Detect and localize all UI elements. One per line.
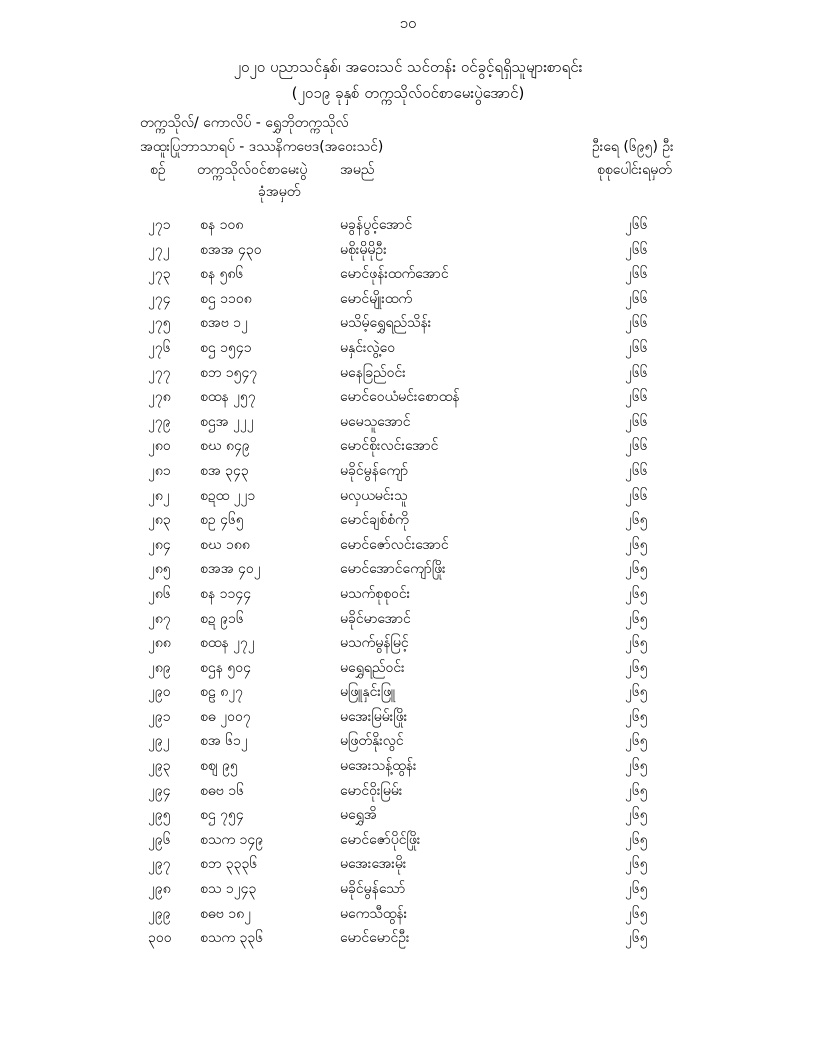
serial-cell: ၂၉၃ [148, 758, 171, 775]
name-cell: မသက်မွန်မြင့် [340, 635, 409, 652]
roll-cell: စဌ ၇၅၄ [200, 807, 244, 824]
table-row [0, 830, 816, 855]
serial-cell: ၃၀၀ [148, 930, 172, 947]
name-cell: မနှင်းလွဲ့ဝေ [340, 339, 396, 356]
table-row [0, 584, 816, 609]
name-cell: မသိမ့်ရွှေရည်သိန်း [340, 315, 432, 332]
roll-cell: စန ၁၁၄၄ [200, 585, 252, 602]
serial-cell: ၂၇၂ [148, 241, 170, 258]
marks-cell: ၂၆၅ [625, 561, 648, 578]
specialization-line: အထူးပြုဘာသာရပ် - ဒဿနိကဗေဒ(အဝေးသင်) [140, 139, 384, 155]
table-row [0, 363, 816, 388]
serial-cell: ၂၇၉ [148, 413, 171, 430]
name-cell: မောင်ချစ်စံကို [340, 512, 409, 529]
serial-cell: ၂၇၆ [148, 339, 171, 356]
marks-cell: ၂၆၆ [625, 266, 648, 283]
serial-cell: ၂၈၁ [148, 462, 171, 479]
roll-cell: စဘ ၁၅၄၇ [200, 364, 258, 381]
name-cell: မရွှေရည်ဝင်း [340, 659, 405, 676]
marks-cell: ၂၆၆ [625, 339, 648, 356]
roll-cell: စအဗ ၁၂ [200, 315, 248, 332]
marks-cell: ၂၆၅ [625, 905, 648, 922]
name-cell: မခိုင်မွန်ကျော် [340, 462, 409, 479]
marks-cell: ၂၆၅ [625, 881, 648, 898]
roll-cell: စဓ ၂၀၀၇ [200, 708, 251, 725]
header-roll-number: တက္ကသိုလ်ဝင်စာမေးပွဲ [197, 162, 308, 178]
roll-cell: စန ၅၈၆ [200, 266, 244, 283]
serial-cell: ၂၈၃ [148, 512, 171, 529]
serial-cell: ၂၉၁ [148, 708, 171, 725]
roll-cell: စဓဗ ၁၆ [200, 782, 244, 799]
total-count: ဦးရေ (၆၉၅) ဦး [592, 139, 674, 155]
name-cell: မောင်ဝေယံမင်းစောထန် [340, 389, 460, 406]
roll-cell: စဌအ ၂၂၂ [200, 413, 254, 430]
marks-cell: ၂၆၅ [625, 684, 648, 701]
marks-cell: ၂၆၅ [625, 512, 648, 529]
marks-cell: ၂၆၆ [625, 487, 648, 504]
name-cell: မအေးအေးမိုး [340, 856, 407, 873]
table-row [0, 609, 816, 634]
table-row [0, 879, 816, 904]
marks-cell: ၂၆၆ [625, 315, 648, 332]
table-row [0, 264, 816, 289]
serial-cell: ၂၈၂ [148, 487, 170, 504]
serial-cell: ၂၈၉ [148, 659, 171, 676]
roll-cell: စဃ ၁၈၈ [200, 536, 250, 553]
table-row [0, 658, 816, 683]
table-row [0, 854, 816, 879]
name-cell: မောင်ဇော်လင်းအောင် [340, 536, 449, 553]
serial-cell: ၂၈၄ [148, 536, 171, 553]
serial-cell: ၂၉၉ [148, 905, 171, 922]
roll-cell: စသက ၁၄၉ [200, 831, 264, 848]
serial-cell: ၂၈၀ [148, 438, 171, 455]
name-cell: မအေးသန့်ထွန်း [340, 758, 417, 775]
roll-cell: စအ ၃၄၃ [200, 462, 249, 479]
serial-cell: ၂၈၈ [148, 635, 171, 652]
name-cell: မမေသူအောင် [340, 413, 411, 430]
name-cell: မခွန်ပွင့်အောင် [340, 217, 413, 233]
document-subtitle: (၂၀၁၉ ခုနှစ် တက္ကသိုလ်ဝင်စာမေးပွဲအောင်) [291, 84, 525, 102]
table-row [0, 805, 816, 830]
marks-cell: ၂၆၆ [625, 217, 648, 233]
table-row [0, 461, 816, 486]
name-cell: မကေသီထွန်း [340, 905, 408, 922]
table-row [0, 387, 816, 412]
roll-cell: စသ ၁၂၄၃ [200, 881, 257, 898]
table-row [0, 682, 816, 707]
name-cell: မောင်စိုးလင်းအောင် [340, 438, 439, 455]
serial-cell: ၂၉၂ [148, 733, 170, 750]
name-cell: မဖြူနှင်းဖြူ [340, 684, 396, 701]
name-cell: မောင်ဇော်ပိုင်ဖြိုး [340, 831, 421, 848]
table-row [0, 707, 816, 732]
serial-cell: ၂၉၆ [148, 831, 171, 848]
name-cell: မောင်အောင်ကျော်ဖြိုး [340, 561, 446, 578]
marks-cell: ၂၆၅ [625, 536, 648, 553]
table-row [0, 781, 816, 806]
marks-cell: ၂၆၆ [625, 364, 648, 381]
name-cell: မသက်စုစုဝင်း [340, 585, 411, 602]
results-table [0, 215, 816, 953]
university-line: တက္ကသိုလ်/ ကောလိပ် - ရွှေဘိုတက္ကသိုလ် [140, 115, 349, 131]
table-row [0, 240, 816, 265]
serial-cell: ၂၉၀ [148, 684, 171, 701]
serial-cell: ၂၈၆ [148, 585, 171, 602]
roll-cell: စအအ ၄၀၂ [200, 561, 261, 578]
roll-cell: စဈ ၉၅ [200, 758, 238, 775]
serial-cell: ၂၉၅ [148, 807, 171, 824]
serial-cell: ၂၇၃ [148, 266, 171, 283]
name-cell: မစိုးမိုမိုဦး [340, 241, 387, 258]
table-row [0, 928, 816, 953]
roll-cell: စအအ ၄၃၀ [200, 241, 262, 258]
roll-cell: စန ၁၀၈ [200, 217, 244, 233]
marks-cell: ၂၆၆ [625, 241, 648, 258]
marks-cell: ၂၆၅ [625, 733, 648, 750]
name-cell: မခိုင်မွန်သော် [340, 881, 406, 898]
table-row [0, 904, 816, 929]
table-row [0, 436, 816, 461]
roll-cell: စဓဗ ၁၈၂ [200, 905, 251, 922]
serial-cell: ၂၉၇ [148, 856, 171, 873]
roll-cell: စဍထ ၂၂၁ [200, 487, 256, 504]
name-cell: မောင်မျိုးထက် [340, 290, 413, 307]
name-cell: မဖြတ်နိုးလွင် [340, 733, 404, 750]
serial-cell: ၂၇၅ [148, 315, 171, 332]
roll-cell: စဘ ၃၃၃၆ [200, 856, 258, 873]
table-row [0, 756, 816, 781]
marks-cell: ၂၆၅ [625, 585, 648, 602]
roll-cell: စဌ ၁၁၀၈ [200, 290, 252, 307]
marks-cell: ၂၆၆ [625, 462, 648, 479]
marks-cell: ၂၆၅ [625, 610, 648, 627]
roll-cell: စထန ၂၅၇ [200, 389, 256, 406]
marks-cell: ၂၆၆ [625, 413, 648, 430]
header-serial: စဉ် [150, 162, 166, 178]
name-cell: မရွှေအိ [340, 807, 377, 824]
marks-cell: ၂၆၅ [625, 856, 648, 873]
serial-cell: ၂၇၇ [148, 364, 171, 381]
name-cell: မောင်မောင်ဦး [340, 930, 410, 947]
roll-cell: စဍ ၉၁၆ [200, 610, 244, 627]
marks-cell: ၂၆၅ [625, 708, 648, 725]
marks-cell: ၂၆၅ [625, 930, 648, 947]
marks-cell: ၂၆၆ [625, 389, 648, 406]
serial-cell: ၂၈၇ [148, 610, 171, 627]
serial-cell: ၂၇၁ [148, 217, 171, 233]
header-roll-number-line2: ခုံအမှတ် [258, 184, 301, 200]
table-row [0, 633, 816, 658]
name-cell: မောင်ဖုန်းထက်အောင် [340, 266, 449, 283]
name-cell: မအေးမြမ်းဖြိုး [340, 708, 408, 725]
roll-cell: စထန ၂၇၂ [200, 635, 255, 652]
marks-cell: ၂၆၅ [625, 635, 648, 652]
serial-cell: ၂၉၈ [148, 881, 171, 898]
serial-cell: ၂၇၄ [148, 290, 171, 307]
name-cell: မနေခြည်ဝင်း [340, 364, 406, 381]
serial-cell: ၂၇၈ [148, 389, 171, 406]
page-number: ၁၀ [399, 14, 417, 32]
roll-cell: စဠ ၈၂၇ [200, 684, 244, 701]
marks-cell: ၂၆၆ [625, 290, 648, 307]
name-cell: မလှယမင်းသူ [340, 487, 408, 504]
document-title: ၂၀၂၀ ပညာသင်နှစ်၊ အဝေးသင် သင်တန်း ဝင်ခွင့်ရရှိသူများစာရင်း [233, 58, 583, 76]
roll-cell: စအ ၆၁၂ [200, 733, 248, 750]
table-row [0, 559, 816, 584]
marks-cell: ၂၆၅ [625, 782, 648, 799]
serial-cell: ၂၈၅ [148, 561, 171, 578]
name-cell: မောင်ဝိုးမြမ်း [340, 782, 403, 799]
table-row [0, 731, 816, 756]
roll-cell: စဌန ၅၀၄ [200, 659, 251, 676]
marks-cell: ၂၆၅ [625, 659, 648, 676]
roll-cell: စဌ ၁၅၄၁ [200, 339, 252, 356]
table-row [0, 486, 816, 511]
roll-cell: စဥ ၄၆၅ [200, 512, 244, 529]
table-row [0, 313, 816, 338]
table-row [0, 215, 816, 240]
table-row [0, 535, 816, 560]
table-row [0, 510, 816, 535]
header-name: အမည် [340, 162, 375, 178]
marks-cell: ၂၆၅ [625, 807, 648, 824]
roll-cell: စသက ၃၃၆ [200, 930, 264, 947]
serial-cell: ၂၉၄ [148, 782, 171, 799]
marks-cell: ၂၆၆ [625, 438, 648, 455]
table-row [0, 289, 816, 314]
marks-cell: ၂၆၅ [625, 758, 648, 775]
marks-cell: ၂၆၅ [625, 831, 648, 848]
roll-cell: စဃ ၈၄၉ [200, 438, 250, 455]
header-total-marks: စုစုပေါင်းရမှတ် [597, 162, 672, 178]
table-row [0, 412, 816, 437]
table-row [0, 338, 816, 363]
name-cell: မခိုင်မာအောင် [340, 610, 411, 627]
